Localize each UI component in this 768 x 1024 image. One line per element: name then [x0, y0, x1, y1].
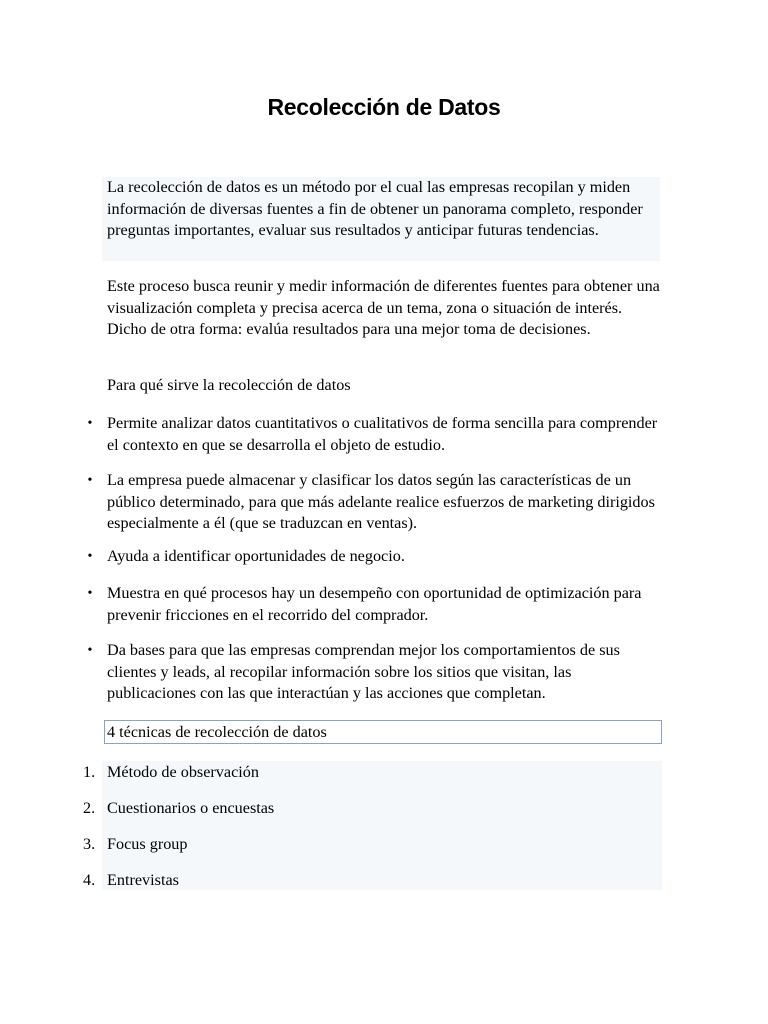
list-item: [83, 833, 657, 855]
list-item: [87, 583, 663, 626]
list-item: [87, 470, 663, 535]
purpose-heading: Para qué sirve la recolección de datos: [107, 376, 351, 394]
bullet-icon: •: [87, 549, 93, 564]
list-number: 2.: [83, 799, 96, 817]
bullet-text: Permite analizar datos cuantitativos o cualitativos de forma sencilla para comprender el contexto en que se desarrolla el objeto de estudio.: [107, 414, 658, 454]
list-item: [87, 640, 663, 705]
list-number: 3.: [83, 835, 96, 853]
technique-label: Cuestionarios o encuestas: [107, 799, 275, 817]
bullet-icon: •: [87, 473, 93, 488]
techniques-heading: 4 técnicas de recolección de datos: [104, 720, 662, 744]
bullet-text: Muestra en qué procesos hay un desempeño con oportunidad de optimización para prevenir fricciones en el recorrido del comprador.: [107, 584, 642, 624]
bullet-icon: •: [87, 586, 93, 601]
bullet-icon: •: [87, 416, 93, 431]
list-number: 4.: [83, 871, 96, 889]
intro-paragraph: La recolección de datos es un método por el cual las empresas recopilan y miden información de diversas fuentes a fin de obtener un panorama completo, responder preguntas importantes, evaluar sus resultados y anticipar futuras tendencias.: [102, 177, 660, 261]
list-item: [87, 546, 663, 568]
list-number: 1.: [83, 763, 96, 781]
bullet-icon: •: [87, 643, 93, 658]
technique-label: Método de observación: [107, 763, 259, 781]
list-item: [83, 761, 657, 783]
technique-label: Entrevistas: [107, 871, 179, 889]
list-item: [83, 797, 657, 819]
list-item: [87, 413, 663, 456]
technique-label: Focus group: [107, 835, 188, 853]
process-paragraph: Este proceso busca reunir y medir información de diferentes fuentes para obtener una visualización completa y precisa acerca de un tema, zona o situación de interés. Dicho de otra forma: evalúa resultados para una mejor toma de decisiones.: [107, 277, 660, 338]
bullet-text: Da bases para que las empresas comprendan mejor los comportamientos de sus clientes y leads, al recopilar información sobre los sitios que visitan, las publicaciones con las que interactúan y las acciones que completan.: [107, 641, 620, 702]
bullet-text: Ayuda a identificar oportunidades de negocio.: [107, 547, 405, 565]
list-item: [83, 869, 657, 891]
bullet-text: La empresa puede almacenar y clasificar los datos según las características de un público determinado, para que más adelante realice esfuerzos de marketing dirigidos especialmente a él (que se traduzcan en ventas).: [107, 471, 655, 532]
document-title: Recolección de Datos: [267, 94, 501, 120]
